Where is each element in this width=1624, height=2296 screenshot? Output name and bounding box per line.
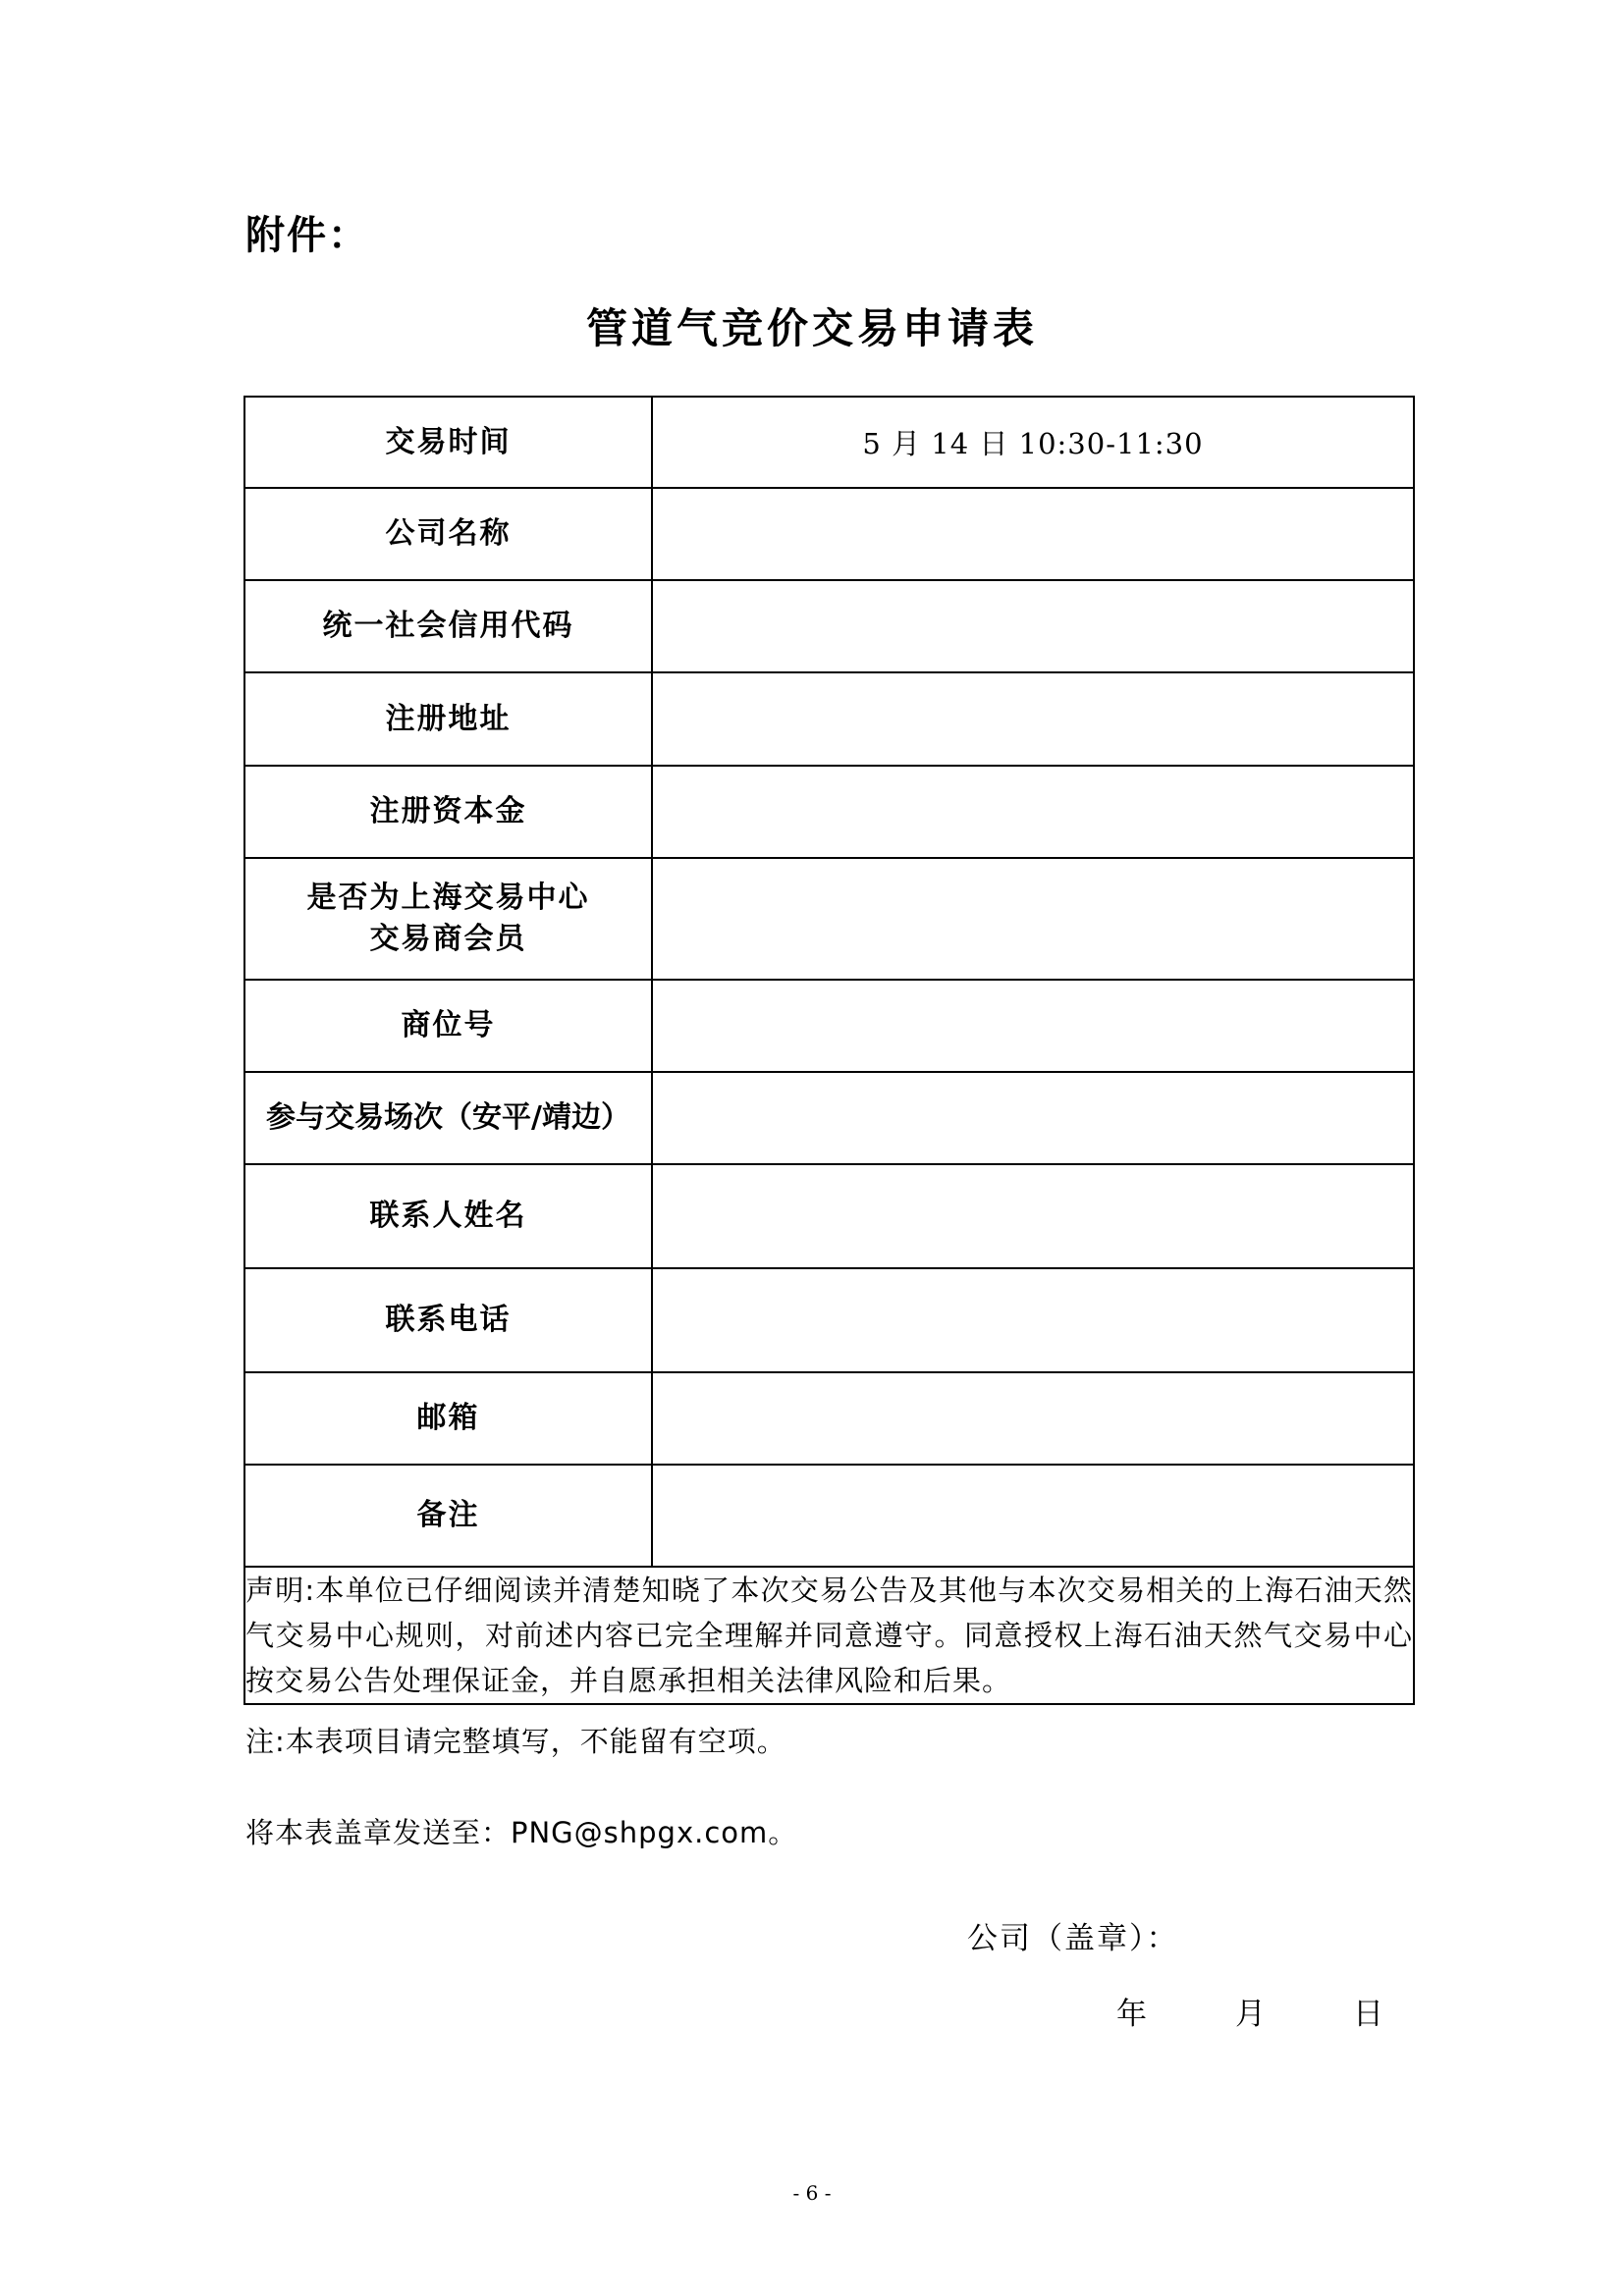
contact-phone-field[interactable] [652, 1268, 1414, 1372]
email-field[interactable] [652, 1372, 1414, 1465]
declaration-text: 声明:本单位已仔细阅读并清楚知晓了本次交易公告及其他与本次交易相关的上海石油天然气交易中心规则，对前述内容已完全理解并同意遵守。同意授权上海石油天然气交易中心按交易公告处理保证金，并自愿承担相关法律风险和后果。 [244, 1567, 1414, 1704]
member-status-label-line2: 交易商会员 [369, 922, 527, 956]
table-row [244, 672, 1414, 766]
table-row [244, 766, 1414, 858]
table-row [244, 1268, 1414, 1372]
form-title: 管道气竞价交易申请表 [585, 304, 1038, 352]
row-label-credit-code: 统一社会信用代码 [244, 580, 652, 672]
table-row [244, 858, 1414, 980]
fill-instruction-note: 注:本表项目请完整填写，不能留有空项。 [245, 1725, 786, 1758]
row-label-remarks: 备注 [244, 1465, 652, 1567]
contact-name-field[interactable] [652, 1164, 1414, 1268]
table-row [244, 1465, 1414, 1567]
table-row [244, 1372, 1414, 1465]
trade-time-value: 5 月 14 日 10:30-11:30 [652, 397, 1414, 488]
company-stamp-label: 公司（盖章）： [967, 1921, 1179, 1956]
table-row [244, 488, 1414, 580]
seat-number-field[interactable] [652, 980, 1414, 1072]
table-row [244, 1072, 1414, 1164]
trading-session-field[interactable] [652, 1072, 1414, 1164]
row-label-company-name: 公司名称 [244, 488, 652, 580]
row-label-contact-phone: 联系电话 [244, 1268, 652, 1372]
row-label-trading-session: 参与交易场次（安平/靖边） [244, 1072, 652, 1164]
row-label-contact-name: 联系人姓名 [244, 1164, 652, 1268]
signature-year-label: 年 [1116, 1997, 1147, 2032]
credit-code-field[interactable] [652, 580, 1414, 672]
application-form-table [244, 396, 1415, 1705]
table-row [244, 1567, 1414, 1704]
page-number: - 6 - [792, 2181, 832, 2205]
table-row [244, 397, 1414, 488]
table-row [244, 1164, 1414, 1268]
row-label-seat-number: 商位号 [244, 980, 652, 1072]
signature-month-label: 月 [1235, 1997, 1266, 2032]
signature-day-label: 日 [1353, 1997, 1383, 2032]
member-status-field[interactable] [652, 858, 1414, 980]
send-instruction-note: 将本表盖章发送至：PNG@shpgx.com。 [245, 1816, 798, 1849]
row-label-trade-time: 交易时间 [244, 397, 652, 488]
attachment-label: 附件： [245, 213, 369, 258]
row-label-registered-capital: 注册资本金 [244, 766, 652, 858]
registered-address-field[interactable] [652, 672, 1414, 766]
row-label-member-status [244, 858, 652, 980]
company-name-field[interactable] [652, 488, 1414, 580]
remarks-field[interactable] [652, 1465, 1414, 1567]
table-row [244, 580, 1414, 672]
row-label-email: 邮箱 [244, 1372, 652, 1465]
table-row [244, 980, 1414, 1072]
row-label-registered-address: 注册地址 [244, 672, 652, 766]
registered-capital-field[interactable] [652, 766, 1414, 858]
member-status-label-line1: 是否为上海交易中心 [306, 881, 590, 915]
